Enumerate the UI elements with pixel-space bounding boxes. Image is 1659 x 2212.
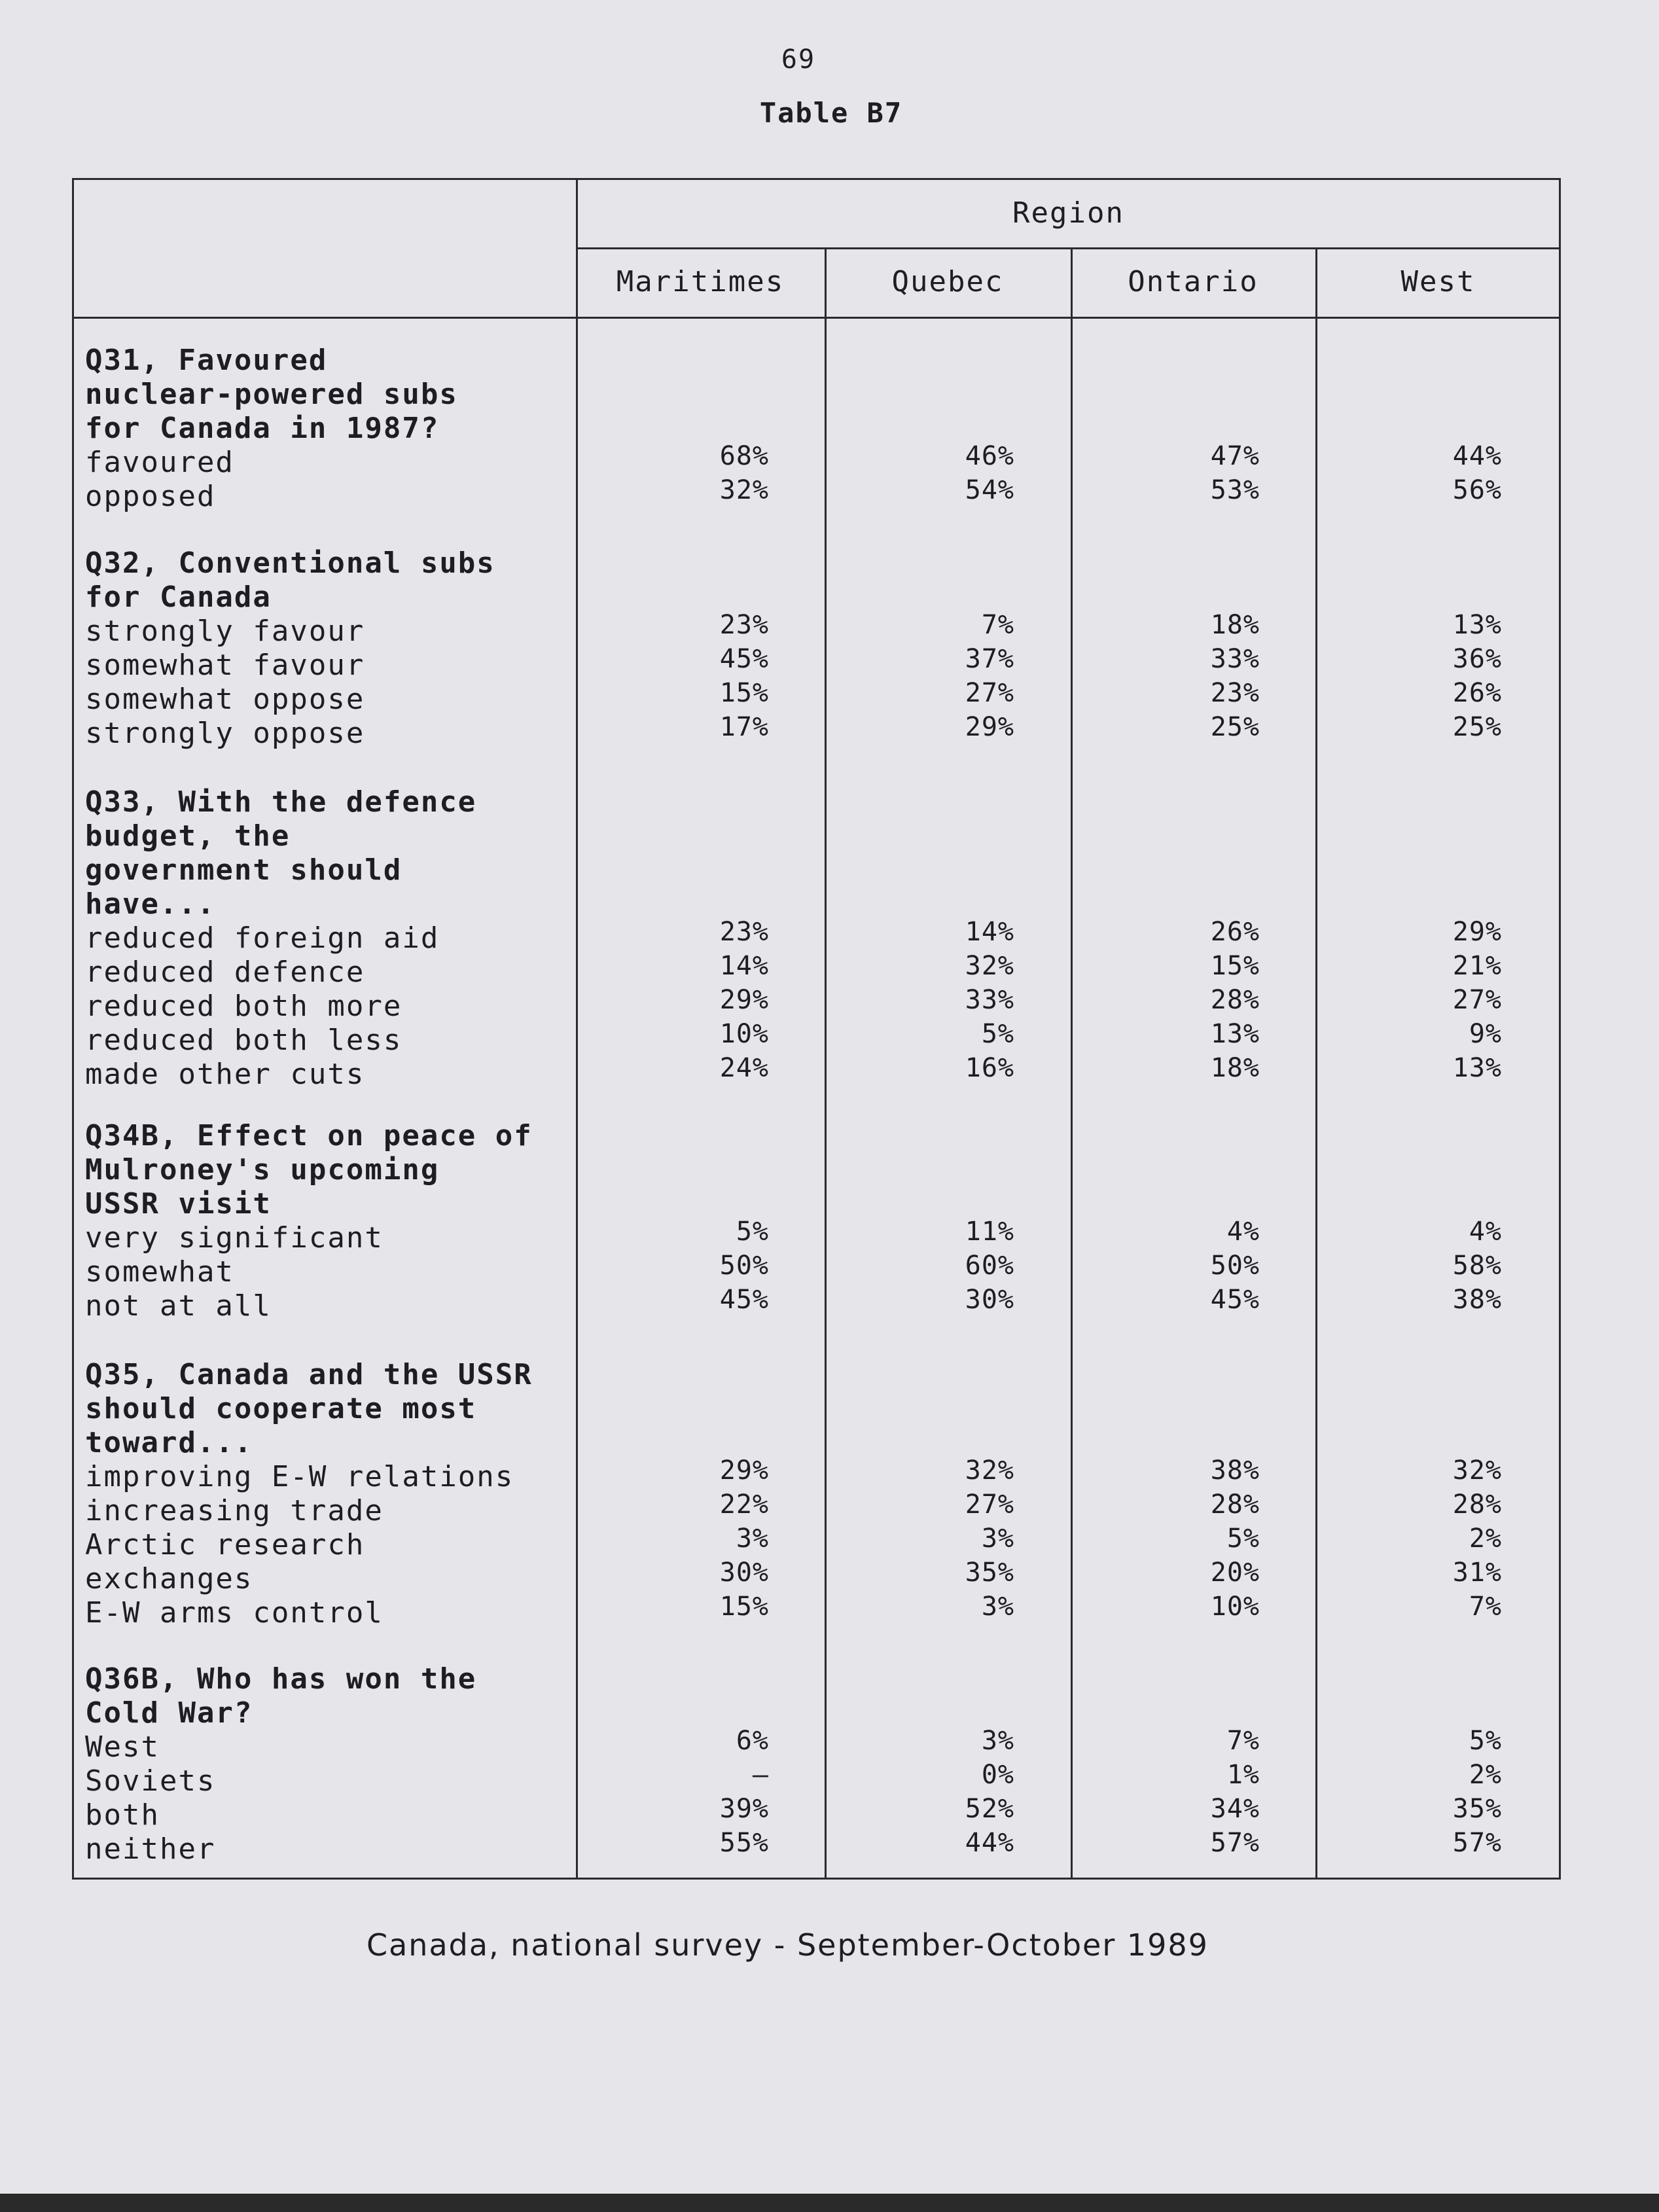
cell-quebec: 60% xyxy=(965,1251,1014,1281)
cell-maritimes: 55% xyxy=(719,1828,769,1858)
row-label: not at all xyxy=(85,1289,272,1323)
cell-maritimes: 30% xyxy=(719,1558,769,1588)
cell-quebec: 35% xyxy=(965,1558,1014,1588)
page-number: 69 xyxy=(781,45,816,75)
cell-maritimes: 3% xyxy=(736,1524,769,1554)
cell-ontario: 13% xyxy=(1210,1019,1260,1049)
cell-maritimes: 68% xyxy=(719,441,769,471)
cell-west: 13% xyxy=(1452,610,1502,640)
header-divider xyxy=(576,247,1561,249)
cell-quebec: 46% xyxy=(965,441,1014,471)
cell-quebec: 3% xyxy=(981,1592,1014,1622)
cell-maritimes: 15% xyxy=(719,678,769,708)
question-title: Q31, Favoured nuclear-powered subs for Canada in 1987? xyxy=(85,344,458,445)
cell-quebec: 44% xyxy=(965,1828,1014,1858)
cell-quebec: 7% xyxy=(981,610,1014,640)
cell-maritimes: — xyxy=(752,1760,769,1790)
cell-west: 13% xyxy=(1452,1053,1502,1083)
cell-maritimes: 29% xyxy=(719,985,769,1015)
cell-west: 2% xyxy=(1469,1524,1502,1554)
cell-ontario: 53% xyxy=(1210,475,1260,505)
cell-maritimes: 17% xyxy=(719,712,769,742)
row-label: reduced both less xyxy=(85,1024,402,1057)
table-title: Table B7 xyxy=(759,97,903,129)
row-label: somewhat xyxy=(85,1255,234,1289)
question-title: Q34B, Effect on peace of Mulroney's upcoming USSR visit xyxy=(85,1119,533,1221)
cell-quebec: 27% xyxy=(965,678,1014,708)
cell-quebec: 33% xyxy=(965,985,1014,1015)
row-label: both xyxy=(85,1798,160,1832)
cell-west: 27% xyxy=(1452,985,1502,1015)
column-divider-1 xyxy=(825,247,827,1880)
cell-quebec: 3% xyxy=(981,1726,1014,1756)
cell-maritimes: 22% xyxy=(719,1490,769,1520)
cell-ontario: 4% xyxy=(1226,1217,1260,1247)
cell-ontario: 33% xyxy=(1210,644,1260,674)
column-header-west: West xyxy=(1400,265,1476,298)
row-label: reduced both more xyxy=(85,990,402,1023)
row-label: E-W arms control xyxy=(85,1596,384,1630)
cell-ontario: 7% xyxy=(1226,1726,1260,1756)
cell-ontario: 23% xyxy=(1210,678,1260,708)
footer-note: Canada, national survey - September-October 1989 xyxy=(366,1927,1209,1963)
region-header: Region xyxy=(1012,196,1124,230)
cell-maritimes: 23% xyxy=(719,610,769,640)
cell-ontario: 34% xyxy=(1210,1794,1260,1824)
cell-maritimes: 5% xyxy=(736,1217,769,1247)
cell-west: 2% xyxy=(1469,1760,1502,1790)
cell-quebec: 11% xyxy=(965,1217,1014,1247)
row-label: Soviets xyxy=(85,1764,216,1798)
cell-maritimes: 10% xyxy=(719,1019,769,1049)
cell-west: 44% xyxy=(1452,441,1502,471)
cell-ontario: 47% xyxy=(1210,441,1260,471)
cell-maritimes: 24% xyxy=(719,1053,769,1083)
cell-ontario: 25% xyxy=(1210,712,1260,742)
cell-maritimes: 32% xyxy=(719,475,769,505)
label-column-divider xyxy=(576,178,578,1880)
cell-maritimes: 15% xyxy=(719,1592,769,1622)
row-label: strongly favour xyxy=(85,615,365,648)
question-title: Q36B, Who has won the Cold War? xyxy=(85,1662,477,1730)
cell-ontario: 5% xyxy=(1226,1524,1260,1554)
cell-quebec: 37% xyxy=(965,644,1014,674)
cell-maritimes: 29% xyxy=(719,1455,769,1486)
row-label: reduced foreign aid xyxy=(85,921,440,955)
question-title: Q35, Canada and the USSR should cooperate most toward... xyxy=(85,1358,533,1459)
question-title: Q32, Conventional subs for Canada xyxy=(85,546,495,614)
cell-maritimes: 50% xyxy=(719,1251,769,1281)
column-header-maritimes: Maritimes xyxy=(616,265,785,298)
column-header-quebec: Quebec xyxy=(891,265,1004,298)
cell-west: 28% xyxy=(1452,1490,1502,1520)
cell-ontario: 26% xyxy=(1210,917,1260,947)
cell-west: 9% xyxy=(1469,1019,1502,1049)
cell-west: 5% xyxy=(1469,1726,1502,1756)
row-label: strongly oppose xyxy=(85,717,365,750)
cell-maritimes: 45% xyxy=(719,1285,769,1315)
cell-west: 4% xyxy=(1469,1217,1502,1247)
cell-west: 26% xyxy=(1452,678,1502,708)
cell-quebec: 32% xyxy=(965,951,1014,981)
row-label: somewhat oppose xyxy=(85,683,365,716)
cell-ontario: 18% xyxy=(1210,610,1260,640)
column-divider-3 xyxy=(1315,247,1317,1880)
row-label: improving E-W relations xyxy=(85,1460,514,1493)
cell-ontario: 10% xyxy=(1210,1592,1260,1622)
question-title: Q33, With the defence budget, the government should have... xyxy=(85,785,477,921)
cell-ontario: 50% xyxy=(1210,1251,1260,1281)
cell-maritimes: 45% xyxy=(719,644,769,674)
row-label: somewhat favour xyxy=(85,649,365,682)
cell-quebec: 32% xyxy=(965,1455,1014,1486)
cell-west: 57% xyxy=(1452,1828,1502,1858)
cell-quebec: 3% xyxy=(981,1524,1014,1554)
cell-ontario: 18% xyxy=(1210,1053,1260,1083)
cell-ontario: 28% xyxy=(1210,1490,1260,1520)
cell-ontario: 1% xyxy=(1226,1760,1260,1790)
cell-west: 7% xyxy=(1469,1592,1502,1622)
cell-ontario: 38% xyxy=(1210,1455,1260,1486)
cell-west: 56% xyxy=(1452,475,1502,505)
cell-quebec: 54% xyxy=(965,475,1014,505)
cell-quebec: 0% xyxy=(981,1760,1014,1790)
cell-west: 35% xyxy=(1452,1794,1502,1824)
column-header-ontario: Ontario xyxy=(1128,265,1258,298)
cell-west: 21% xyxy=(1452,951,1502,981)
cell-quebec: 27% xyxy=(965,1490,1014,1520)
cell-west: 25% xyxy=(1452,712,1502,742)
row-label: West xyxy=(85,1730,160,1764)
column-divider-2 xyxy=(1071,247,1073,1880)
cell-west: 58% xyxy=(1452,1251,1502,1281)
cell-maritimes: 23% xyxy=(719,917,769,947)
cell-ontario: 57% xyxy=(1210,1828,1260,1858)
cell-west: 31% xyxy=(1452,1558,1502,1588)
cell-quebec: 29% xyxy=(965,712,1014,742)
row-label: increasing trade xyxy=(85,1494,384,1527)
row-label: exchanges xyxy=(85,1562,253,1596)
row-label: Arctic research xyxy=(85,1528,365,1561)
cell-quebec: 30% xyxy=(965,1285,1014,1315)
cell-west: 36% xyxy=(1452,644,1502,674)
cell-quebec: 14% xyxy=(965,917,1014,947)
row-label: very significant xyxy=(85,1221,384,1255)
cell-ontario: 15% xyxy=(1210,951,1260,981)
cell-west: 32% xyxy=(1452,1455,1502,1486)
cell-west: 38% xyxy=(1452,1285,1502,1315)
cell-ontario: 28% xyxy=(1210,985,1260,1015)
cell-west: 29% xyxy=(1452,917,1502,947)
row-label: favoured xyxy=(85,446,234,479)
row-label: made other cuts xyxy=(85,1058,365,1091)
cell-ontario: 20% xyxy=(1210,1558,1260,1588)
cell-maritimes: 6% xyxy=(736,1726,769,1756)
row-label: neither xyxy=(85,1832,216,1866)
cell-maritimes: 39% xyxy=(719,1794,769,1824)
row-label: opposed xyxy=(85,480,216,513)
cell-quebec: 52% xyxy=(965,1794,1014,1824)
bottom-edge xyxy=(0,2194,1659,2212)
cell-maritimes: 14% xyxy=(719,951,769,981)
header-bottom-line xyxy=(72,317,1561,319)
cell-quebec: 5% xyxy=(981,1019,1014,1049)
cell-ontario: 45% xyxy=(1210,1285,1260,1315)
cell-quebec: 16% xyxy=(965,1053,1014,1083)
row-label: reduced defence xyxy=(85,955,365,989)
